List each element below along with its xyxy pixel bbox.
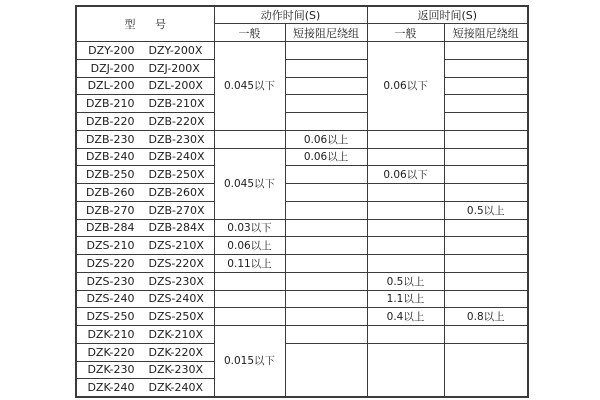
- model-cell: [76, 77, 214, 95]
- return-damped-cell: [444, 237, 528, 255]
- return-general-cell: 0.06以下: [367, 42, 444, 131]
- return-damped-cell: [444, 130, 528, 148]
- table-row: [76, 166, 528, 184]
- return-damped-cell: [444, 166, 528, 184]
- model-cell: [76, 326, 214, 344]
- table-header: [76, 6, 528, 42]
- model-column-header: 型 号: [76, 6, 214, 42]
- model-name: DZK-230: [87, 363, 135, 377]
- return-general-cell: [367, 148, 444, 166]
- action-damped-cell: [285, 166, 367, 184]
- action-damped-cell: [285, 184, 367, 202]
- model-name-x: DZB-260X: [148, 185, 205, 199]
- action-general-cell: 0.045以下: [214, 148, 285, 219]
- table-row: [76, 272, 528, 290]
- model-name: DZB-230: [85, 132, 135, 146]
- return-damped-cell: 0.5以上: [444, 201, 528, 219]
- return-damped-cell: [444, 326, 528, 344]
- model-name: DZS-240: [86, 292, 135, 306]
- action-general-header: 一般: [214, 24, 285, 42]
- action-general-cell: 0.045以下: [214, 42, 285, 131]
- model-name-x: DZB-210X: [148, 97, 205, 111]
- model-name-x: DZS-210X: [148, 239, 204, 253]
- model-cell: [76, 237, 214, 255]
- model-name: DZB-250: [85, 168, 135, 182]
- table-row: [76, 290, 528, 308]
- action-general-cell: 0.03以下: [214, 219, 285, 237]
- model-name-x: DZB-250X: [148, 168, 205, 182]
- model-cell: [76, 255, 214, 273]
- model-cell: [76, 148, 214, 166]
- action-damped-cell: [285, 290, 367, 308]
- model-name: DZB-240: [85, 150, 135, 164]
- model-name-x: DZJ-200X: [148, 61, 200, 75]
- model-name-x: DZB-270X: [148, 203, 205, 217]
- table-row: [76, 308, 528, 326]
- action-damped-cell: [285, 343, 367, 396]
- model-name: DZB-260: [85, 185, 135, 199]
- model-name-x: DZK-230X: [148, 363, 204, 377]
- model-name-x: DZB-284X: [148, 221, 205, 235]
- action-damped-cell: [285, 237, 367, 255]
- model-cell: [76, 219, 214, 237]
- model-cell: [76, 113, 214, 131]
- return-damped-cell: [444, 148, 528, 166]
- return-general-cell: [367, 219, 444, 237]
- model-name-x: DZB-230X: [148, 132, 205, 146]
- action-damped-cell: [285, 308, 367, 326]
- action-damped-cell: [285, 59, 367, 77]
- model-name-x: DZS-230X: [148, 274, 204, 288]
- table-body: [76, 42, 528, 397]
- model-name-x: DZK-240X: [148, 380, 204, 394]
- return-general-cell: [367, 184, 444, 202]
- table-row: [76, 113, 528, 131]
- model-name: DZS-250: [86, 310, 135, 324]
- return-damped-cell: [444, 272, 528, 290]
- model-name: DZL-200: [87, 79, 135, 93]
- return-general-cell: 0.06以下: [367, 166, 444, 184]
- model-cell: [76, 201, 214, 219]
- return-time-header: 返回时间(S): [367, 6, 528, 24]
- return-damped-cell: [444, 290, 528, 308]
- action-damped-cell: [285, 326, 367, 344]
- model-name-x: DZY-200X: [148, 43, 203, 57]
- return-general-cell: [367, 130, 444, 148]
- table-row: [76, 148, 528, 166]
- model-name: DZK-240: [87, 380, 135, 394]
- action-general-cell: [214, 272, 285, 290]
- model-name-x: DZK-220X: [148, 345, 204, 359]
- action-general-cell: [214, 308, 285, 326]
- return-general-cell: 1.1以上: [367, 290, 444, 308]
- model-name-x: DZS-240X: [148, 292, 204, 306]
- return-damped-cell: [444, 77, 528, 95]
- model-name-x: DZS-220X: [148, 256, 204, 270]
- model-name: DZK-210: [87, 327, 135, 341]
- table-row: [76, 130, 528, 148]
- model-name: DZY-200: [88, 43, 135, 57]
- action-damped-cell: [285, 201, 367, 219]
- model-name: DZS-220: [86, 256, 135, 270]
- model-name: DZB-210: [85, 97, 135, 111]
- model-name: DZS-210: [86, 239, 135, 253]
- model-cell: [76, 379, 214, 397]
- return-general-cell: [367, 255, 444, 273]
- model-cell: [76, 59, 214, 77]
- return-damped-cell: [444, 59, 528, 77]
- return-general-cell: [367, 326, 444, 344]
- table-row: [76, 237, 528, 255]
- return-general-cell: [367, 343, 444, 396]
- action-time-header: 动作时间(S): [214, 6, 367, 24]
- return-short-damped-header: 短接阻尼绕组: [444, 24, 528, 42]
- action-damped-cell: [285, 219, 367, 237]
- action-general-cell: [214, 130, 285, 148]
- action-short-damped-header: 短接阻尼绕组: [285, 24, 367, 42]
- model-cell: [76, 166, 214, 184]
- action-damped-cell: [285, 77, 367, 95]
- return-damped-cell: [444, 343, 528, 396]
- model-name-x: DZB-240X: [148, 150, 205, 164]
- model-cell: [76, 272, 214, 290]
- model-cell: [76, 290, 214, 308]
- action-damped-cell: 0.06以上: [285, 148, 367, 166]
- table-row: [76, 184, 528, 202]
- model-name-x: DZK-210X: [148, 327, 204, 341]
- model-name: DZJ-200: [90, 61, 135, 75]
- table-row: [76, 95, 528, 113]
- model-name: DZK-220: [87, 345, 135, 359]
- action-damped-cell: [285, 272, 367, 290]
- action-general-cell: 0.06以上: [214, 237, 285, 255]
- action-general-cell: 0.11以上: [214, 255, 285, 273]
- action-damped-cell: [285, 113, 367, 131]
- model-name-x: DZL-200X: [148, 79, 203, 93]
- table-row: [76, 255, 528, 273]
- model-name: DZB-220: [85, 114, 135, 128]
- table-row: [76, 201, 528, 219]
- model-cell: [76, 184, 214, 202]
- table-row: [76, 42, 528, 60]
- model-cell: [76, 95, 214, 113]
- return-damped-cell: [444, 184, 528, 202]
- header-row-1: [76, 6, 528, 24]
- model-cell: [76, 308, 214, 326]
- model-cell: [76, 343, 214, 361]
- return-damped-cell: 0.8以上: [444, 308, 528, 326]
- model-name-x: DZB-220X: [148, 114, 205, 128]
- action-general-cell: 0.015以下: [214, 326, 285, 397]
- table-row: [76, 219, 528, 237]
- spec-table: [75, 5, 529, 398]
- action-general-cell: [214, 290, 285, 308]
- return-damped-cell: [444, 113, 528, 131]
- model-name-x: DZS-250X: [148, 310, 204, 324]
- model-name: DZB-270: [85, 203, 135, 217]
- table-row: [76, 343, 528, 361]
- return-damped-cell: [444, 255, 528, 273]
- return-general-cell: 0.5以上: [367, 272, 444, 290]
- model-name: DZB-284: [85, 221, 135, 235]
- table-row: [76, 326, 528, 344]
- model-cell: [76, 361, 214, 379]
- return-general-header: 一般: [367, 24, 444, 42]
- table-row: [76, 77, 528, 95]
- action-damped-cell: [285, 42, 367, 60]
- action-damped-cell: [285, 95, 367, 113]
- return-damped-cell: [444, 219, 528, 237]
- return-general-cell: [367, 201, 444, 219]
- model-cell: [76, 130, 214, 148]
- return-damped-cell: [444, 95, 528, 113]
- return-general-cell: 0.4以上: [367, 308, 444, 326]
- model-cell: [76, 42, 214, 60]
- action-damped-cell: 0.06以上: [285, 130, 367, 148]
- return-general-cell: [367, 237, 444, 255]
- table-row: [76, 59, 528, 77]
- action-damped-cell: [285, 255, 367, 273]
- return-damped-cell: [444, 42, 528, 60]
- model-name: DZS-230: [86, 274, 135, 288]
